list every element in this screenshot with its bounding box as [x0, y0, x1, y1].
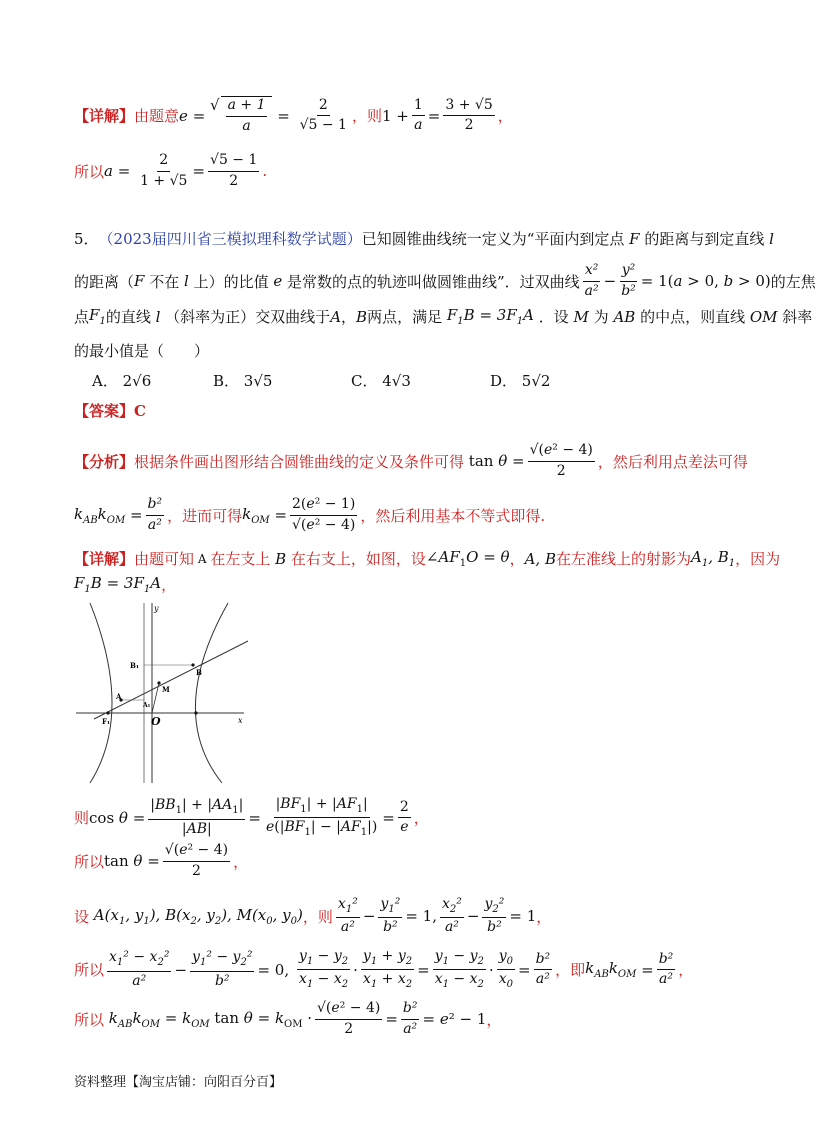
text: 的距离与到定直线 [644, 230, 765, 248]
question-line-1: 5． （2023届四川省三模拟理科数学试题） 已知圆锥曲线统一定义为“平面内到定点 F 的距离与到定直线 l [74, 229, 774, 248]
text: 点 [74, 308, 90, 326]
text: 由题可知 [134, 550, 195, 568]
text: 的中点，则直线 [640, 308, 746, 326]
text: ，则 [302, 907, 333, 926]
option-c[interactable]: C． 4√3 [351, 372, 411, 390]
text: 已知圆锥曲线统一定义为“平面内到定点 [361, 230, 625, 248]
label-y: y [154, 604, 159, 613]
question-line-2: 的距离（ F 不在 l 上）的比值 e 是常数的点的轨迹叫做圆锥曲线”．过双曲线 $\frac{\text{x²}}{\text{a²}}$ − $\frac{\text{y²}}{\text{b²}}$ = 1(a > 0, b > 0) 的左焦 [74, 262, 816, 299]
label-A1: A₁ [143, 702, 151, 709]
label-M: M [162, 685, 170, 694]
text: ， [486, 1010, 502, 1029]
label-x: x [238, 716, 243, 725]
text: 在右支上，如图，设 [290, 550, 426, 568]
text: ， [233, 852, 249, 871]
answer-label: 【答案】 [74, 402, 135, 420]
analysis-line-2: $k_{AB}k_{OM}$ = $\frac{\text{b²}}{\text{a²}}$ ，进而可得 $k_{OM}$ = $\frac{\text{2(e² − 1)}}{\text{√(e² − 4)}}$ ，然后利用基本不等式即得. [74, 496, 546, 533]
prev-detail-line-2: 所以 a = $\frac{2}{1 + √5}$ = $\frac{√5 - 1}{2}$ . [74, 152, 268, 189]
label-B1: B₁ [130, 661, 139, 670]
text: ， [413, 809, 429, 828]
question-number: 5． [74, 230, 99, 248]
point-M [157, 681, 160, 684]
derivation-line-2: 所以 tan θ = $\frac{\text{√(e² − 4)}}{2}$ ， [74, 842, 249, 879]
text: 的距离（ [74, 272, 135, 291]
text: 为 [593, 308, 609, 326]
option-d[interactable]: D． 5√2 [490, 372, 551, 390]
text: 设 [74, 907, 90, 926]
text: 是常数的点的轨迹叫做圆锥曲线”．过双曲线 [287, 272, 580, 291]
text: 的直线 [105, 308, 151, 326]
text: 两点，满足 [367, 308, 443, 326]
text: ，因为 [735, 550, 781, 568]
point-F2 [194, 711, 197, 714]
text: ， [161, 576, 177, 594]
text: 所以 [74, 1010, 105, 1029]
text: 的左焦 [770, 272, 816, 291]
text: 在左支上 [210, 550, 271, 568]
label-F1: F₁ [102, 717, 111, 726]
text: ， [678, 961, 694, 980]
text: 所以 [74, 961, 105, 980]
detail-line-2: $F_1B = 3F_1A$ ， [74, 574, 177, 595]
text: 所以 [74, 162, 105, 181]
detail-label: 【详解】 [74, 107, 135, 125]
option-a[interactable]: A． 2√6 [92, 372, 152, 390]
point-F1 [106, 711, 109, 714]
derivation-line-4: 所以 $\frac{x_1^2 - x_2^2}{\text{a²}}$ − $\frac{y_1^2 - y_2^2}{\text{b²}}$ = 0, $\frac{y_1 - y_2}{x_1 - x_2}$ · $\frac{y_1 + y_2}{x_1 + x_2}$ = $\frac{y_1 - y_2}{x_1 - x_2}$ · $\frac{y_0}{x_0}$ = $\frac{\text{b²}}{\text{a²}}$ ，即 $k_{AB}k_{OM}$ = $\frac{\text{b²}}{\text{a²}}$ ， [74, 948, 694, 991]
text: ，即 [555, 961, 586, 980]
detail-line-1: 【详解】 由题可知 A 在左支上 B 在右支上，如图，设 $\angle AF_1O = \theta$ ， A, B 在左准线上的射影为 $A_1$, $B_1$ ，因为 [74, 548, 781, 569]
text: 斜率 [782, 308, 813, 326]
point-B [191, 663, 194, 666]
text: 上）的比值 [193, 272, 269, 291]
text: 所以 [74, 852, 105, 871]
label-A: A [116, 692, 122, 701]
option-b[interactable]: B． 3√5 [213, 372, 273, 390]
text: ，进而可得 [167, 506, 243, 525]
text: （斜率为正）交双曲线于 [165, 308, 331, 326]
text: 的最小值是（ ） [74, 342, 210, 360]
question-source: （2023届四川省三模拟理科数学试题） [98, 230, 362, 248]
analysis-line-1: 【分析】 根据条件画出图形结合圆锥曲线的定义及条件可得 tan θ = $\frac{\text{√(e² − 4)}}{2}$ ，然后利用点差法可得 [74, 442, 748, 479]
label-O: O [151, 715, 161, 728]
text: ，然后利用点差法可得 [597, 452, 748, 471]
hyperbola-figure [72, 599, 248, 785]
question-line-3: 点 $F_1$ 的直线 l （斜率为正）交双曲线于 A ， B 两点，满足 $F_1B = 3F_1A$ ．设 M 为 AB 的中点，则直线 OM 斜率 [74, 306, 813, 327]
text: ，然后利用基本不等式即得. [360, 506, 546, 525]
text: ， [497, 107, 513, 125]
derivation-line-1: 则 cos θ = $\frac{|BB_1| + |AA_1|}{|AB|}$ = $\frac{|BF_1| + |AF_1|}{e(|BF_1| - |AF_1|)}$ = $\frac{2}{e}$ ， [74, 796, 429, 839]
text: ， [341, 308, 357, 326]
text: ．设 [538, 308, 569, 326]
analysis-label: 【分析】 [74, 452, 135, 471]
text: ， [509, 550, 525, 568]
detail-label-2: 【详解】 [74, 550, 135, 568]
text: ，则 [351, 107, 382, 125]
text: ， [536, 907, 552, 926]
prev-detail-line-1: 【详解】 由题意 e = √ $\frac{a + 1}{a}$ = $\frac{2}{√5 - 1}$ ，则 1 + $\frac{1}{a}$ = $\frac{3 + √5}{2}$ ， [74, 96, 513, 134]
answer-value: C [134, 401, 146, 420]
question-line-4 [74, 340, 209, 361]
answer-line [74, 400, 146, 421]
text: 由题意 [134, 107, 180, 125]
text: 则 [74, 809, 90, 828]
label-B: B [196, 668, 202, 677]
footer-note: 资料整理【淘宝店铺：向阳百分百】 [74, 1075, 283, 1090]
text: 在左准线上的射影为 [556, 550, 692, 568]
text: 根据条件画出图形结合圆锥曲线的定义及条件可得 [134, 452, 465, 471]
text: . [262, 162, 268, 180]
derivation-line-3: 设 $A(x_1$, $y_1$), $B(x_2$, $y_2$), $M(x_0$, $y_0$) ，则 $\frac{x_1^2}{\text{a²}}$ − $\frac{y_1^2}{\text{b²}}$ = 1, $\frac{x_2^2}{\text{a²}}$ − $\frac{y_2^2}{\text{b²}}$ = 1 ， [74, 896, 552, 936]
derivation-line-5: 所以 $k_{AB}k_{OM} = k_{OM}$ $\tan \theta = k_{OM}$ · $\frac{\text{√(e² − 4)}}{2}$ = $\frac{\text{b²}}{\text{a²}}$ = e² − 1 ， [74, 1000, 502, 1037]
math-sqrt: √ $\frac{a + 1}{a}$ [210, 96, 272, 135]
text: 不在 [149, 272, 180, 291]
